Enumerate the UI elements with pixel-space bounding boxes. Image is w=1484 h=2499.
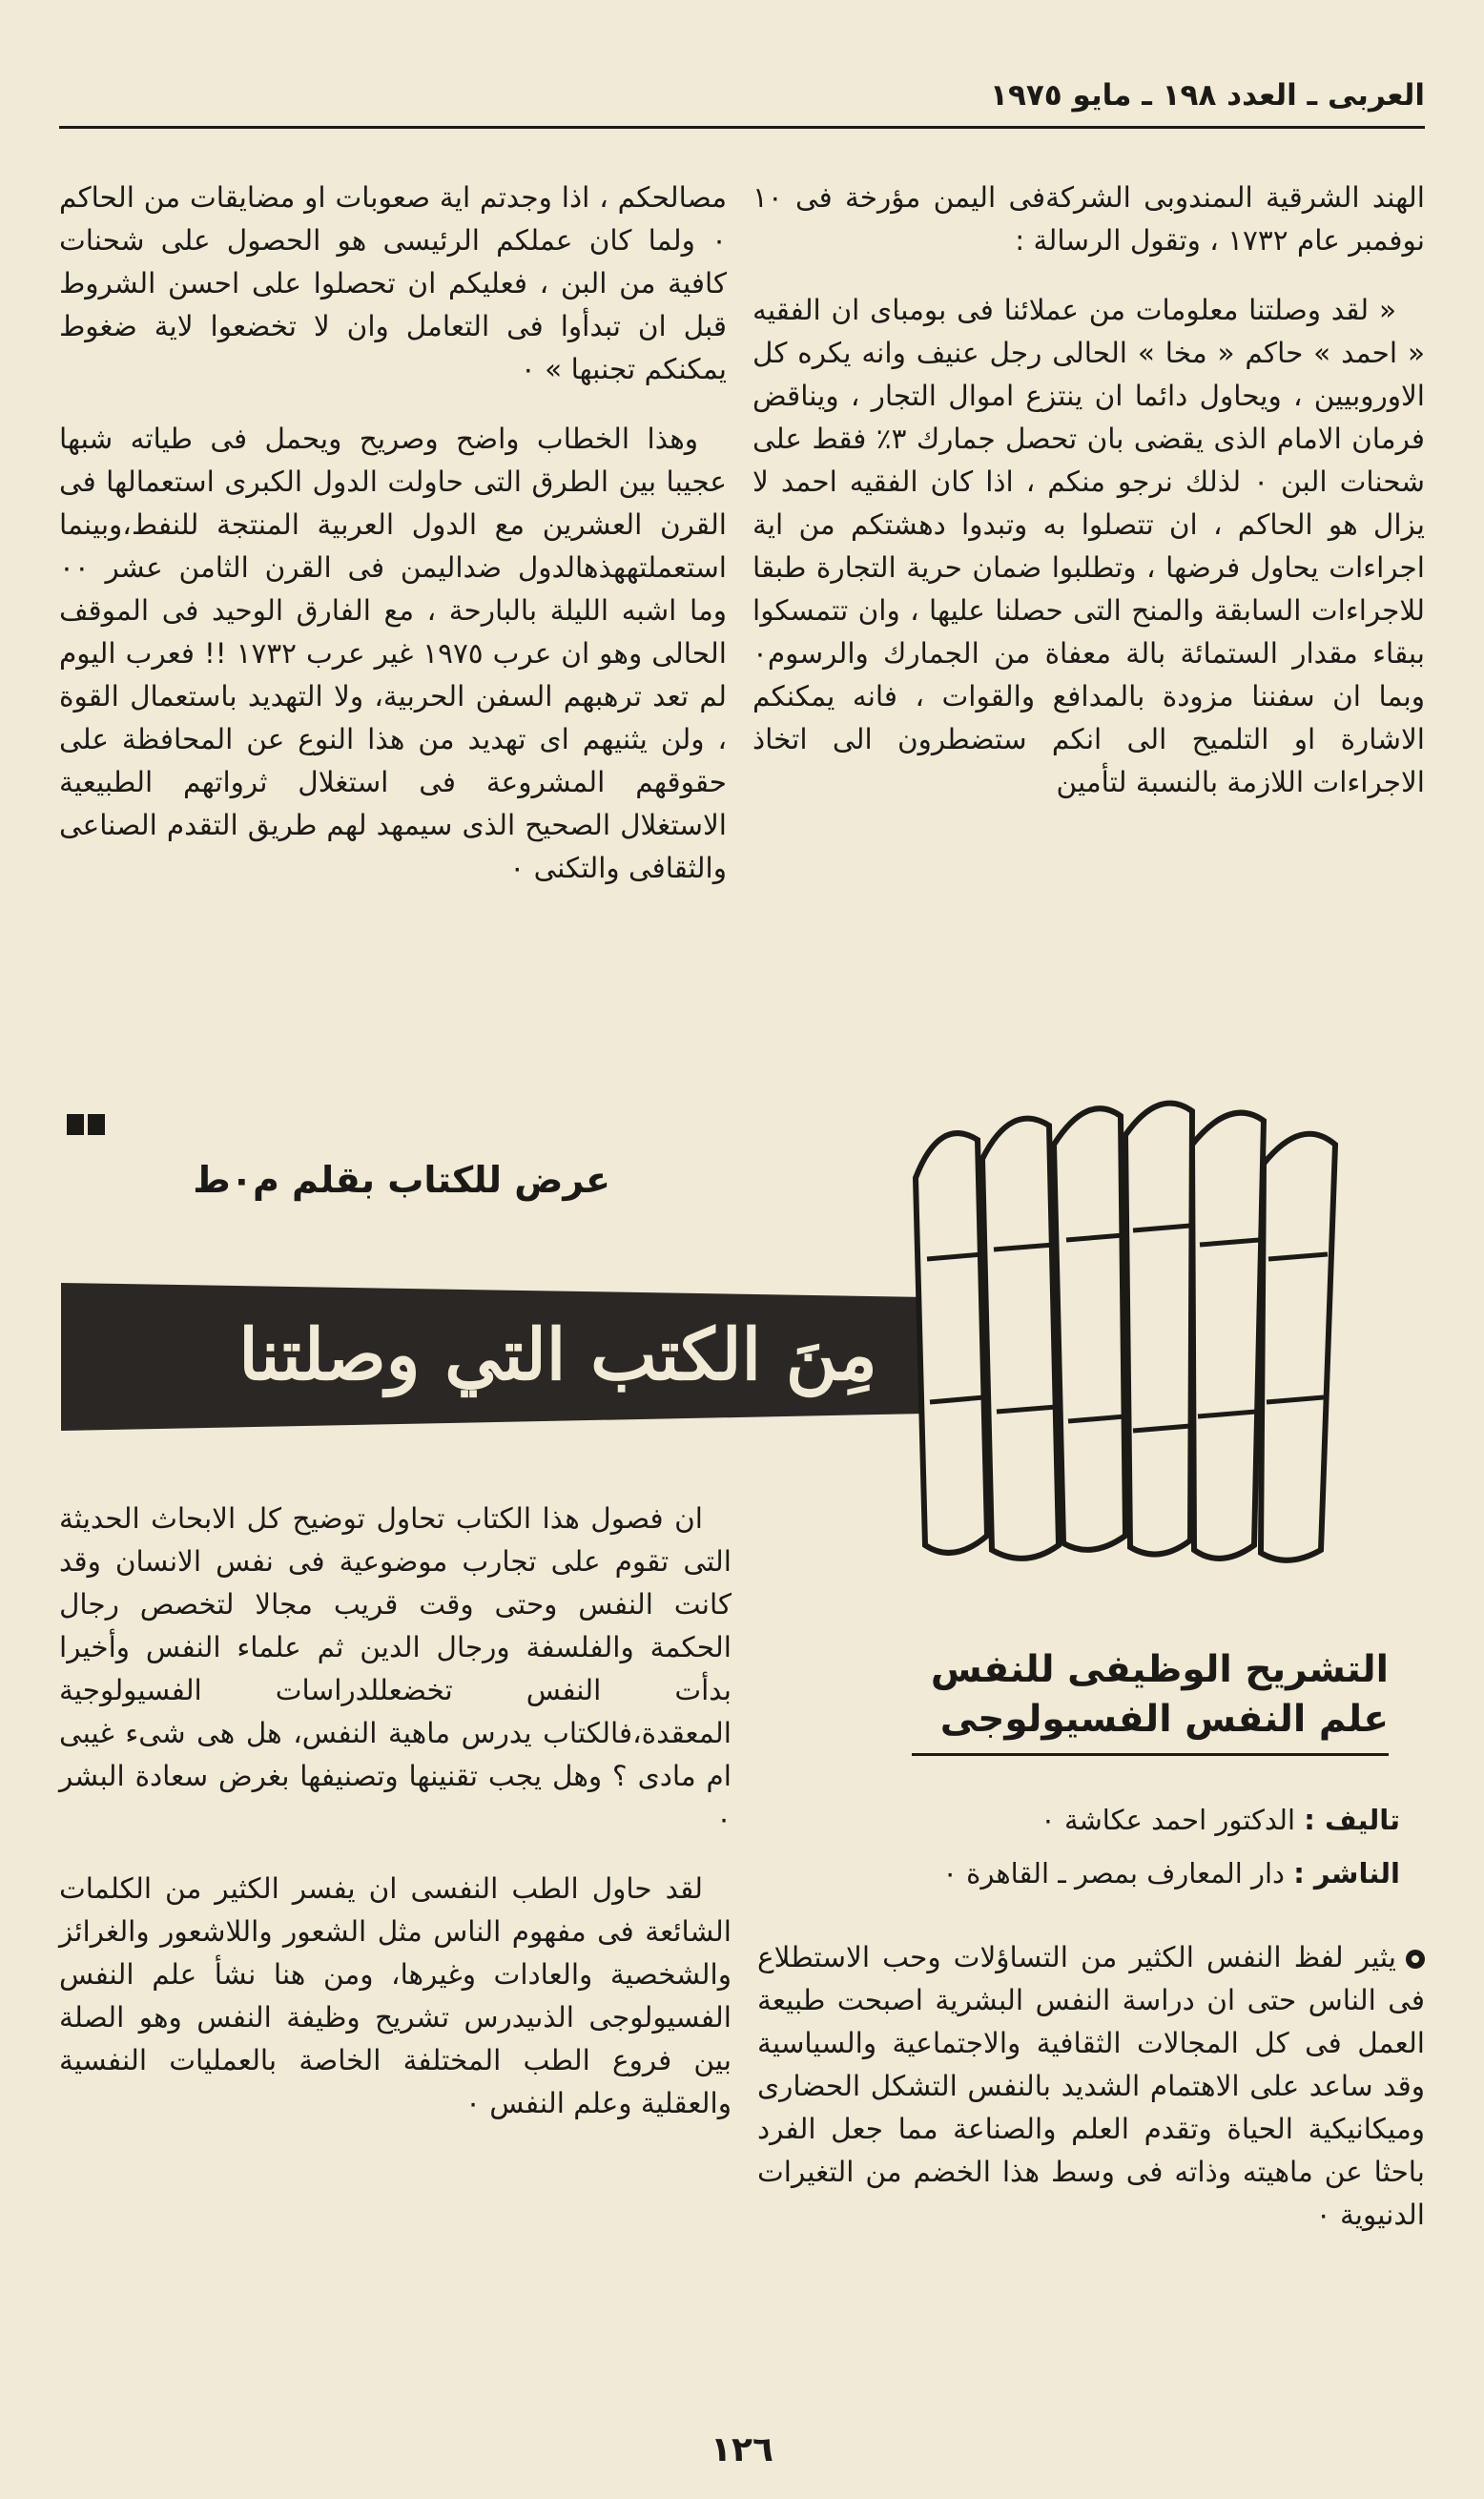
header-rule	[59, 126, 1425, 129]
paragraph: لقد حاول الطب النفسى ان يفسر الكثير من الكلمات الشائعة فى مفهوم الناس مثل الشعور واللاشعور والغرائز والشخصية والعادات وغيرها، ومن هنا نشأ علم النفس الفسيولوجى الذىيدرس تشريح وظيفة النفس وهو الصلة بين فروع الطب المختلفة الخاصة بالعمليات النفسية والعقلية وعلم النفس ٠	[59, 1872, 732, 2119]
paragraph: ان فصول هذا الكتاب تحاول توضيح كل الابحاث الحديثة التى تقوم على تجارب موضوعية فى نفس الانسان وقد كانت النفس وحتى وقت قريب مجالا لتخصص رجال الحكمة والفلسفة ورجال الدين ثم علماء النفس وأخيرا بدأت النفس تخضعللدراسات الفسيولوجية المعقدة،فالكتاب يدرس ماهية النفس، هل هى شىء غيبى ام مادى ؟ وهل يجب تقنينها وتصنيفها بغرض سعادة البشر ٠	[59, 1502, 732, 1835]
author-label: تاليف :	[1304, 1804, 1400, 1836]
page-number: ١٢٦	[711, 2430, 773, 2469]
review-byline: عرض للكتاب بقلم م٠ط	[193, 1159, 610, 1201]
paragraph: الهند الشرقية الىمندوبى الشركةفى اليمن مؤرخة فى ١٠ نوفمبر عام ١٧٣٢ ، وتقول الرسالة :	[752, 181, 1425, 257]
title-underline	[912, 1753, 1389, 1756]
author-value: الدكتور احمد عكاشة ٠	[1041, 1804, 1296, 1836]
book-title-line: علم النفس الفسيولوجى	[939, 1698, 1389, 1741]
publisher-value: دار المعارف بمصر ـ القاهرة ٠	[942, 1857, 1285, 1890]
publisher-line	[828, 1847, 1400, 1900]
book-title	[855, 1645, 1389, 1745]
right-column-bottom	[757, 1936, 1425, 2263]
left-column-bottom	[59, 1497, 732, 2152]
books-illustration-icon	[887, 1087, 1383, 1583]
publisher-label: الناشر :	[1293, 1857, 1400, 1890]
left-column-top	[59, 176, 727, 917]
banner-title: مِنَ الكتب التي وصلتنا	[238, 1314, 877, 1396]
paragraph-text: يثير لفظ النفس الكثير من التساؤلات وحب الاستطلاع فى الناس حتى ان دراسة النفس البشرية اصبحت طبيعة العمل فى كل المجالات الثقافية والاجتماعية والسياسية وقد ساعد على الاهتمام الشديد بالنفس التشكل الحضارى وميكانيكية الحياة وتقدم العلم والصناعة مما جعل الفرد باحثا عن ماهيته وذاته فى وسط هذا الخضم من التغيرات الدنيوية ٠	[757, 1941, 1425, 2231]
book-meta	[828, 1793, 1400, 1900]
right-column-top	[752, 176, 1425, 831]
paragraph: وهذا الخطاب واضح وصريح ويحمل فى طياته شبها عجيبا بين الطرق التى حاولت الدول الكبرى استعمالها فى القرن العشرين مع الدول العربية المنتجة للنفط،وبينما استعملتههذهالدول ضداليمن فى القرن الثامن عشر ٠٠ وما اشبه الليلة بالبارحة ، مع الفارق الوحيد فى الموقف الحالى وهو ان عرب ١٩٧٥ غير عرب ١٧٣٢ !! فعرب اليوم لم تعد ترهبهم السفن الحربية، ولا التهديد باستعمال القوة ، ولن يثنيهم اى تهديد من هذا النوع عن المحافظة على حقوقهم المشروعة فى استغلال ثرواتهم الطبيعية الاستغلال الصحيح الذى سيمهد لهم طريق التقدم الصناعى والثقافى والتكنى ٠	[59, 423, 727, 884]
paragraph: « لقد وصلتنا معلومات من عملائنا فى بومباى ان الفقيه « احمد » حاكم « مخا » الحالى رجل عنيف وانه يكره كل الاوروبيين ، ويحاول دائما ان ينتزع اموال التجار ، ويناقض فرمان الامام الذى يقضى بان تحصل جمارك ٣٪ فقط على شحنات البن ٠ لذلك نرجو منكم ، اذا كان الفقيه احمد لا يزال هو الحاكم ، ان تتصلوا به وتبدوا دهشتكم من اية اجراءات يحاول فرضها ، وتطلبوا ضمان حرية التجارة طبقا للاجراءات السابقة والمنح التى حصلنا عليها ، وان تتمسكوا ببقاء مقدار الستمائة بالة معفاة من الجمارك والرسوم٠ وبما ان سفننا مزودة بالمدافع والقوات ، فانه يمكنكم الاشارة او التلميح الى انكم ستضطرون الى اتخاذ الاجراءات اللازمة بالنسبة لتأمين	[752, 294, 1426, 798]
end-mark-icon	[67, 1114, 105, 1135]
paragraph	[757, 1936, 1425, 2237]
author-line	[828, 1793, 1400, 1847]
running-header: العربى ـ العدد ١٩٨ ـ مايو ١٩٧٥	[990, 78, 1425, 113]
paragraph: مصالحكم ، اذا وجدتم اية صعوبات او مضايقات من الحاكم ٠ ولما كان عملكم الرئيسى هو الحصول على شحنات كافية من البن ، فعليكم ان تحصلوا على احسن الشروط قبل ان تبدأوا فى التعامل وان لا تخضعوا لاية ضغوط يمكنكم تجنبها » ٠	[59, 181, 727, 385]
bullet-circle-icon	[1406, 1950, 1425, 1969]
book-title-line: التشريح الوظيفى للنفس	[930, 1648, 1389, 1691]
